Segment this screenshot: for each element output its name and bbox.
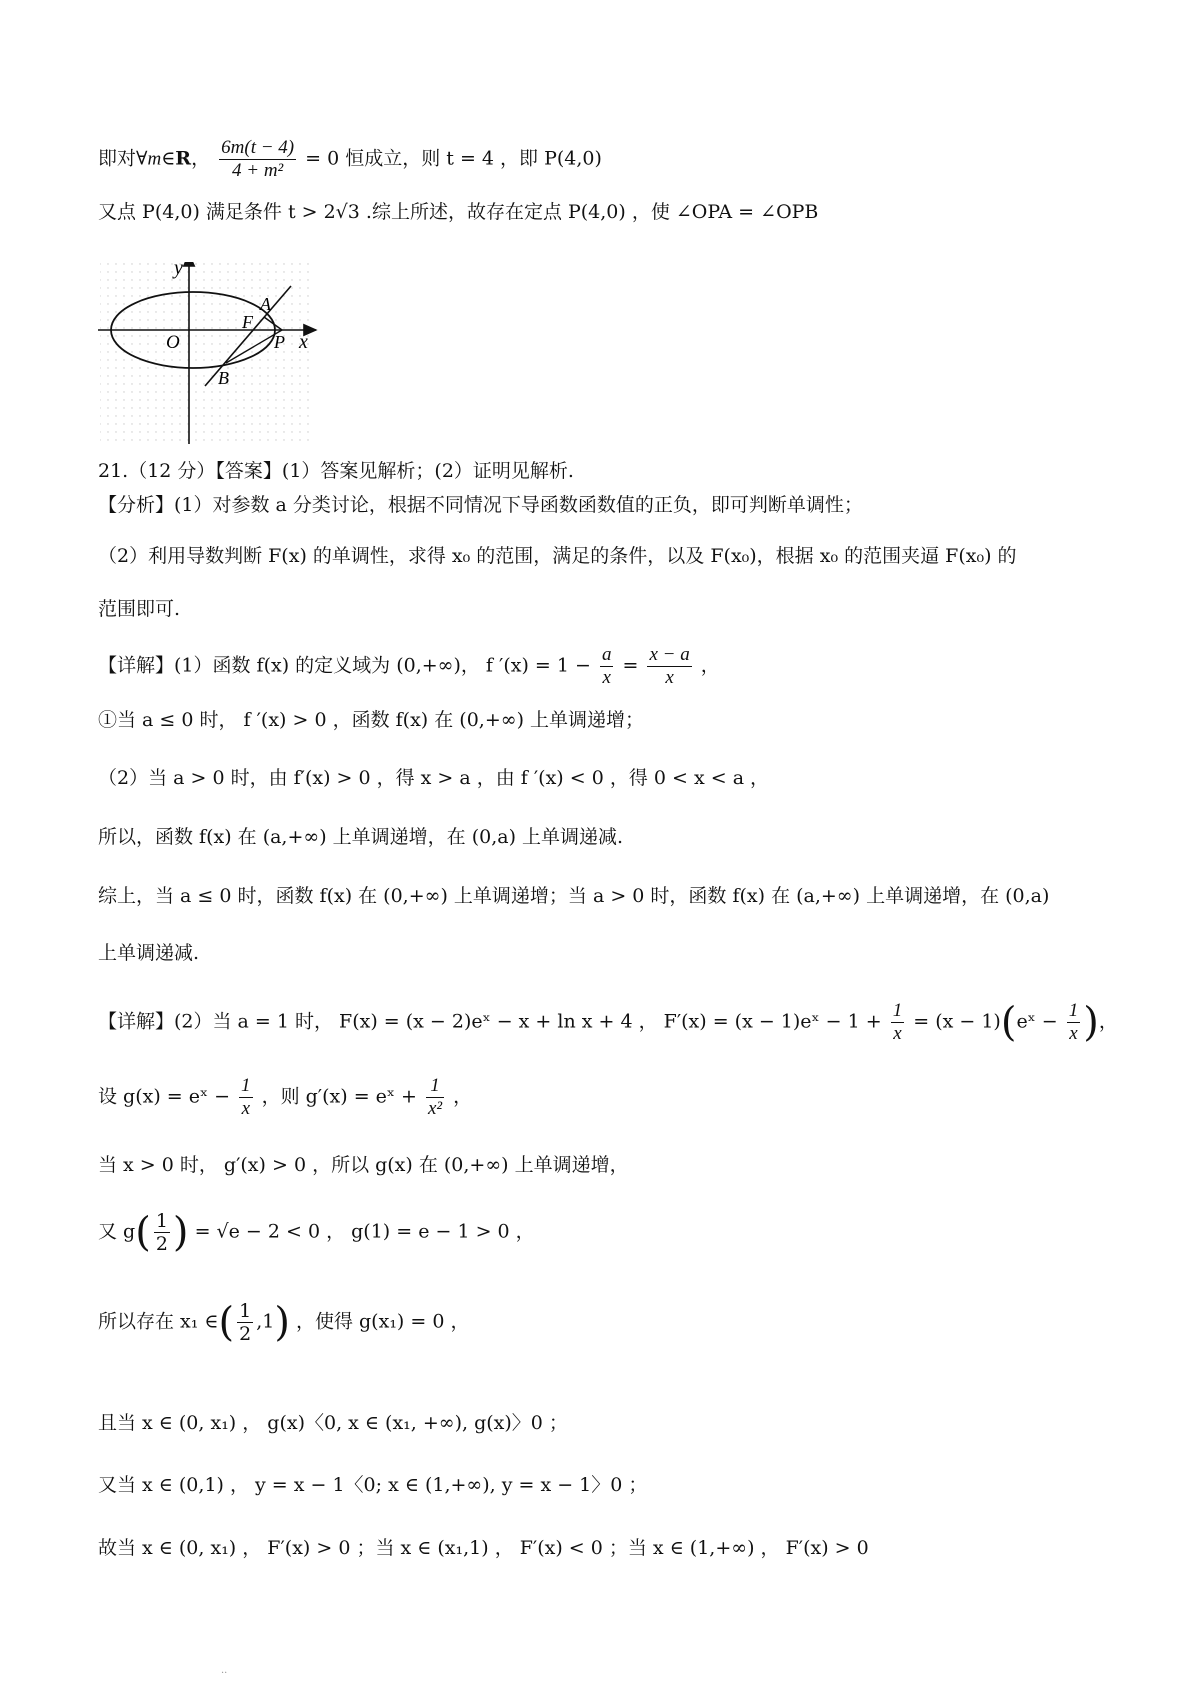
fraction <box>219 137 296 182</box>
text-segment: m <box>147 148 162 170</box>
label-P: P <box>274 332 285 352</box>
fraction-numerator: 1 <box>892 1000 903 1021</box>
fraction-numerator: 1 <box>426 1075 444 1098</box>
bracket: ) <box>172 1209 189 1256</box>
line-14 <box>98 1075 1160 1120</box>
label-B: B <box>218 368 229 388</box>
text-segment: eˣ − <box>1016 1010 1058 1033</box>
line-17 <box>98 1300 1160 1345</box>
text-segment: ∈ <box>161 147 176 170</box>
fraction-denominator: x² <box>427 1098 443 1119</box>
line-20: 故当 x ∈ (0, x₁) ， F′(x) > 0 ；当 x ∈ (x₁,1) ， F′(x) < 0 ；当 x ∈ (1,+∞) ， F′(x) > 0 <box>98 1537 869 1559</box>
text-segment: ， <box>1098 1010 1118 1033</box>
text-segment: ，则 g′(x) = eˣ + <box>261 1085 417 1108</box>
label-A: A <box>260 294 271 314</box>
fraction-denominator: x <box>893 1023 902 1044</box>
line-19: 又当 x ∈ (0,1) ， y = x − 1〈0; x ∈ (1,+∞), y = x − 1〉0 ； <box>98 1474 648 1496</box>
bracket: ( <box>218 1299 235 1346</box>
line-1 <box>98 137 1160 182</box>
fraction-denominator: 4 + m² <box>232 160 284 181</box>
fraction-numerator: 1 <box>241 1075 251 1096</box>
line-13 <box>98 1000 1160 1045</box>
fraction-numerator: 1 <box>239 1300 252 1322</box>
line-12: 上单调递减. <box>98 942 200 964</box>
fraction <box>1067 1000 1081 1045</box>
line-18: 且当 x ∈ (0, x₁) ， g(x)〈0, x ∈ (x₁, +∞), g(x)〉0 ； <box>98 1412 568 1434</box>
text-segment: = <box>622 654 639 677</box>
label-y: y <box>174 262 183 279</box>
text-segment: ， <box>453 1085 473 1108</box>
fraction-denominator: x <box>665 667 674 688</box>
text-segment: 又 g <box>98 1220 136 1243</box>
fraction-numerator: x − a <box>649 644 690 665</box>
fraction-numerator: 1 <box>1068 1000 1079 1021</box>
line-3: 21.（12 分）【答案】(1）答案见解析；(2）证明见解析. <box>98 460 574 482</box>
fraction-numerator: 1 <box>155 1210 168 1232</box>
text-segment: = √e − 2 < 0 ， g(1) = e − 1 > 0 ， <box>194 1220 535 1243</box>
fraction <box>891 1000 905 1045</box>
label-F: F <box>242 312 253 332</box>
text-segment: = (x − 1) <box>913 1010 1001 1033</box>
text-segment: 所以存在 x₁ ∈ <box>98 1310 219 1333</box>
grid-background <box>100 262 314 444</box>
line-16 <box>98 1210 1160 1255</box>
fraction-denominator: x <box>1069 1023 1078 1044</box>
text-segment: = 0 恒成立，则 t = 4 ，即 P(4,0) <box>305 147 602 170</box>
fraction <box>239 1075 253 1120</box>
fraction-numerator: a <box>601 644 612 665</box>
line-6: 范围即可. <box>98 598 181 620</box>
line-4: 【分析】(1）对参数 a 分类讨论，根据不同情况下导函数函数值的正负，即可判断单调性； <box>98 494 863 516</box>
text-segment: 设 g(x) = eˣ − <box>98 1085 230 1108</box>
line-8: ①当 a ≤ 0 时， f ′(x) > 0 ，函数 f(x) 在 (0,+∞) 上单调递增； <box>98 709 645 731</box>
fraction <box>426 1075 444 1120</box>
fraction-numerator: 6m(t − 4) <box>221 137 295 158</box>
bracket: ( <box>135 1209 151 1256</box>
text-segment: ,1 <box>256 1310 275 1333</box>
label-O: O <box>166 332 180 353</box>
fraction-denominator: x <box>602 667 611 688</box>
fraction-denominator: 2 <box>155 1233 168 1255</box>
line-11: 综上，当 a ≤ 0 时，函数 f(x) 在 (0,+∞) 上单调递增；当 a > 0 时，函数 f(x) 在 (a,+∞) 上单调递增，在 (0,a) <box>98 885 1050 907</box>
bracket: ) <box>1083 999 1099 1046</box>
text-segment: ， <box>191 147 211 170</box>
bracket: ) <box>274 1299 290 1346</box>
fraction <box>237 1300 253 1345</box>
line-9: （2）当 a > 0 时，由 f′(x) > 0 ，得 x > a ，由 f ′(x) < 0 ，得 0 < x < a ， <box>98 767 770 789</box>
fraction-denominator: x <box>241 1098 251 1119</box>
fraction <box>154 1210 170 1255</box>
fraction <box>600 644 614 689</box>
line-15: 当 x > 0 时， g′(x) > 0 ，所以 g(x) 在 (0,+∞) 上单调递增， <box>98 1154 629 1176</box>
text-segment: 【详解】(1）函数 f(x) 的定义域为 (0,+∞)， f ′(x) = 1 − <box>98 654 591 677</box>
line-2: 又点 P(4,0) 满足条件 t > 2√3 .综上所述，故存在定点 P(4,0) ，使 ∠OPA = ∠OPB <box>98 201 819 223</box>
fraction-denominator: 2 <box>239 1323 252 1345</box>
line-10: 所以，函数 f(x) 在 (a,+∞) 上单调递增，在 (0,a) 上单调递减. <box>98 826 624 848</box>
line-7 <box>98 644 1160 689</box>
text-segment: R <box>175 147 192 170</box>
line-5: （2）利用导数判断 F(x) 的单调性，求得 x₀ 的范围，满足的条件，以及 F(x₀)，根据 x₀ 的范围夹逼 F(x₀) 的 <box>98 545 1017 567</box>
text-segment: ， <box>700 654 720 677</box>
fraction <box>647 644 691 689</box>
bracket: ( <box>1000 999 1017 1046</box>
text-segment: 【详解】(2）当 a = 1 时， F(x) = (x − 2)eˣ − x + ln x + 4 ， F′(x) = (x − 1)eˣ − 1 + <box>98 1010 882 1033</box>
text-segment: 即对∀ <box>98 147 148 170</box>
text-segment: ，使得 g(x₁) = 0 ， <box>295 1310 470 1333</box>
footer-dots: ·· <box>221 1668 228 1679</box>
ellipse-figure <box>98 262 338 444</box>
label-x: x <box>299 331 308 353</box>
